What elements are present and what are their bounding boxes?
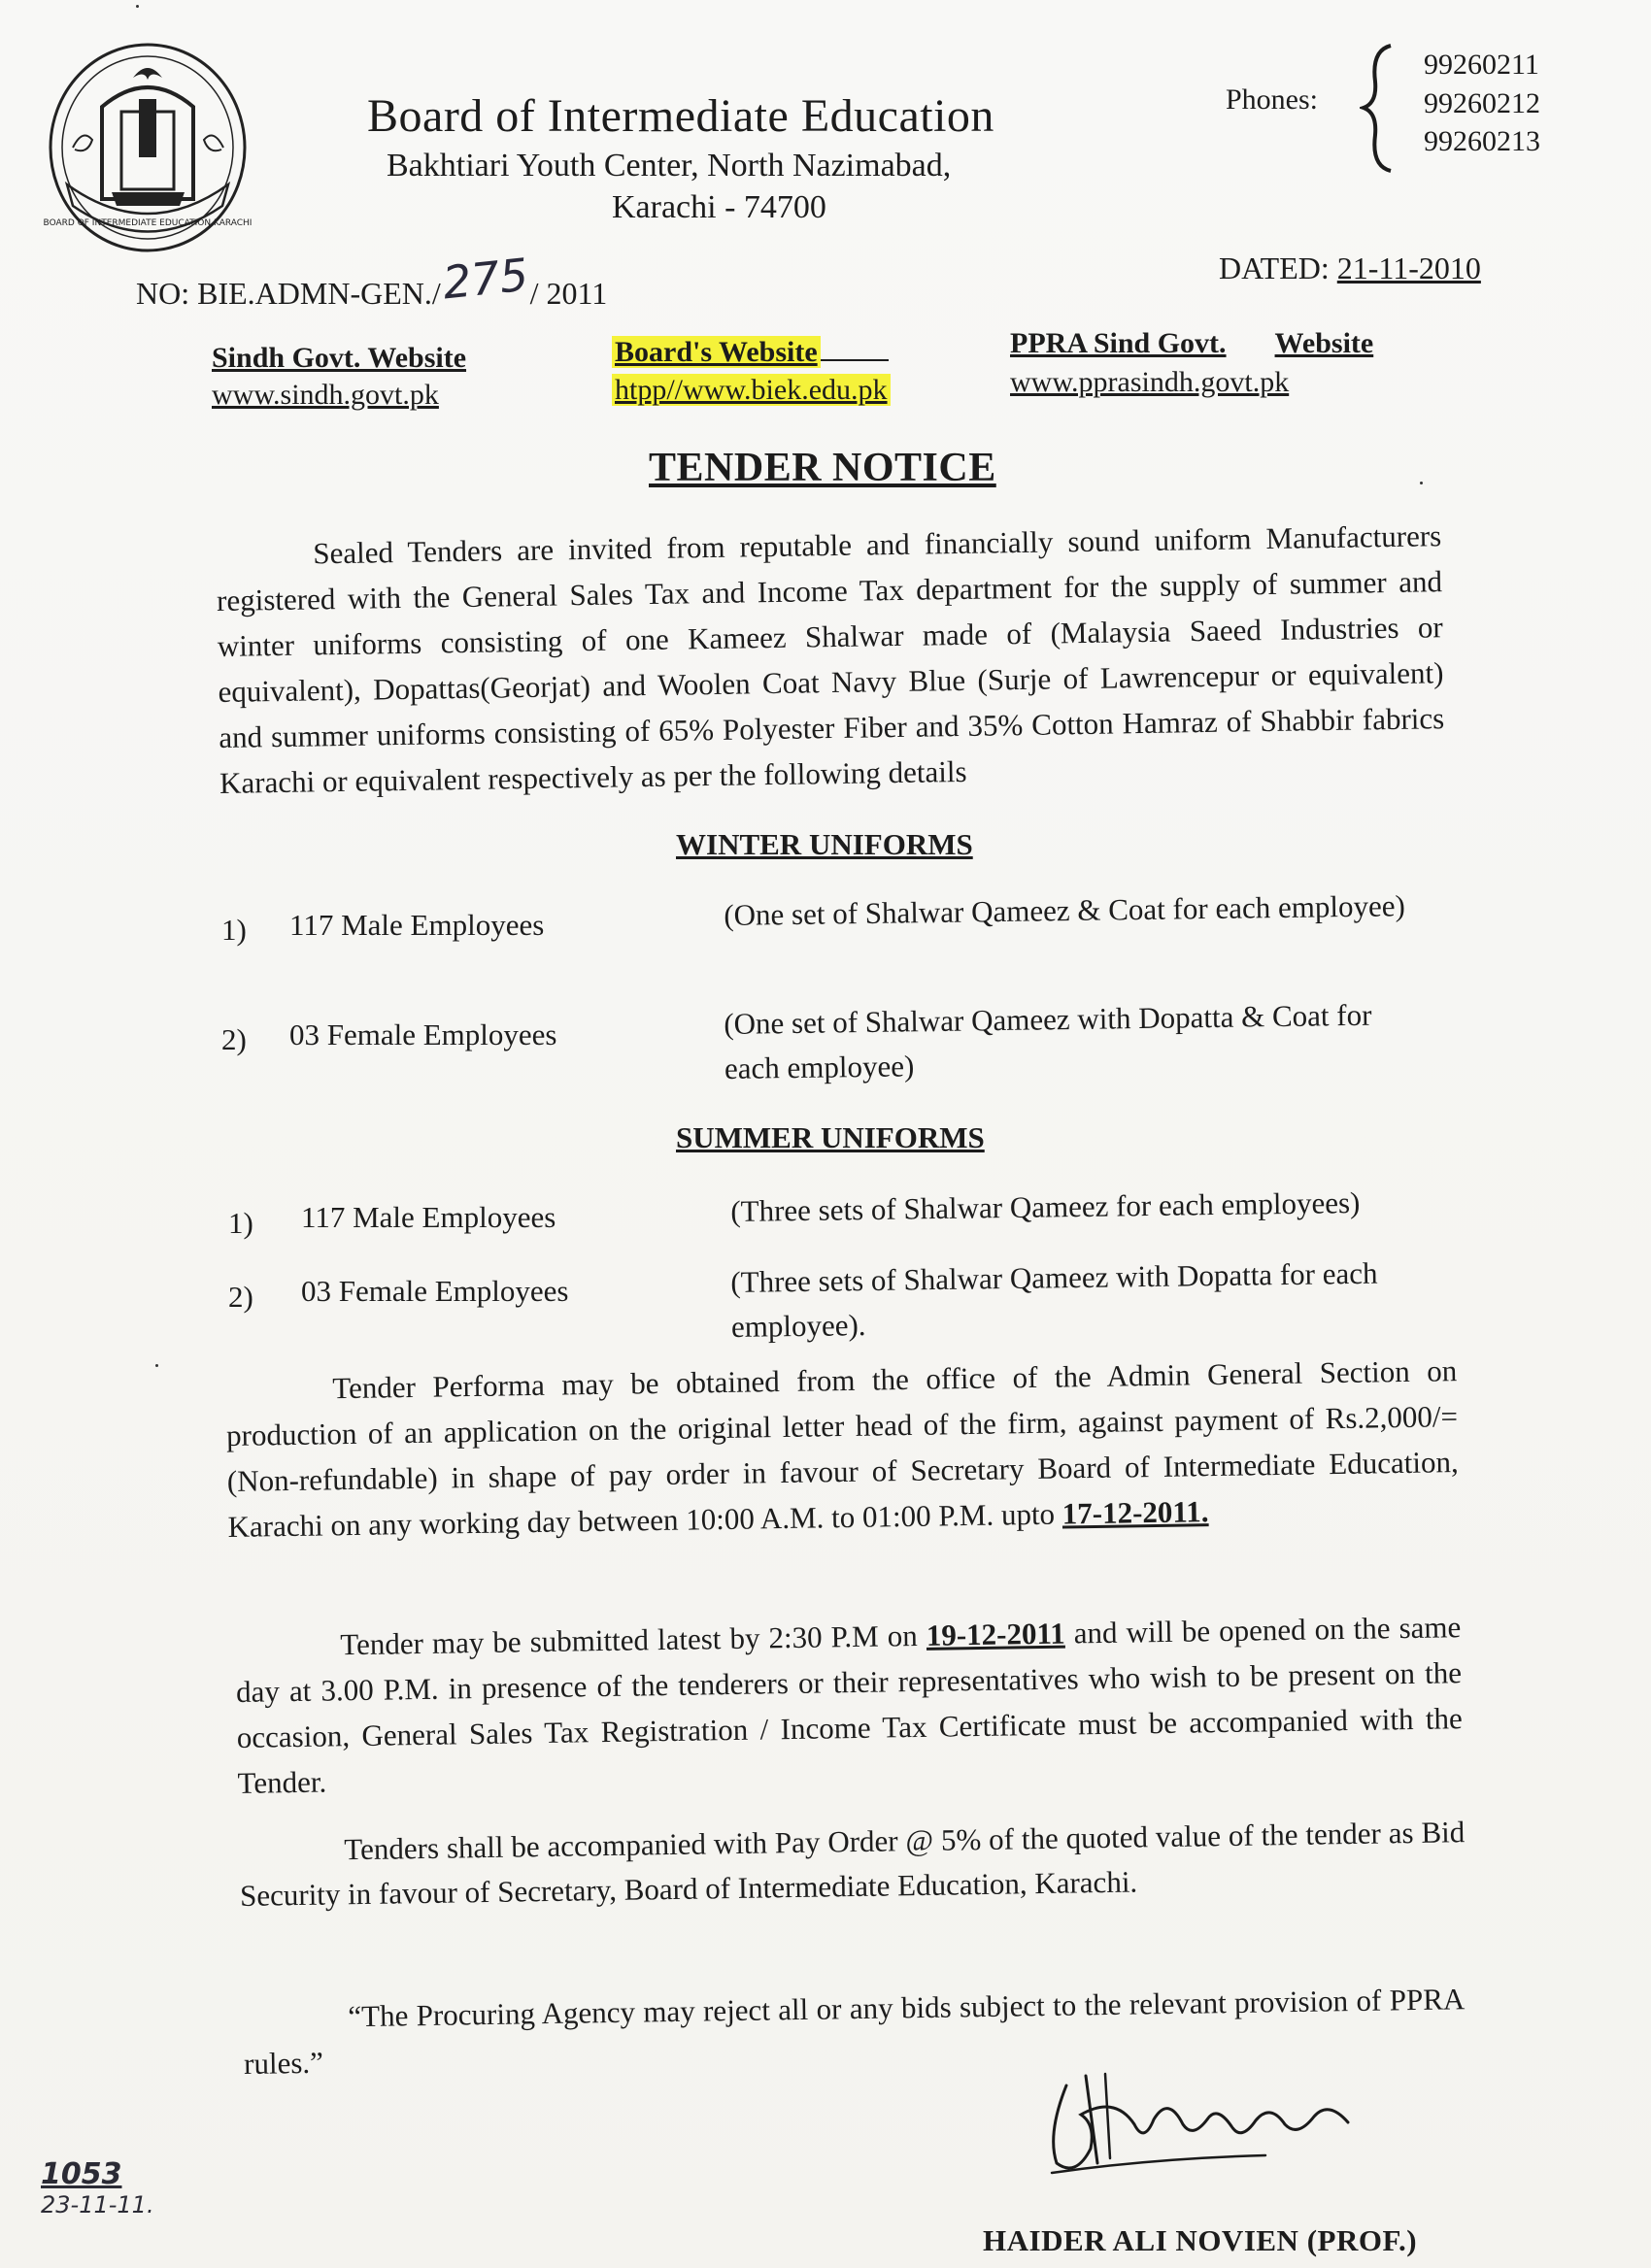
winter-uniforms-heading: WINTER UNIFORMS (676, 827, 973, 861)
scan-speck (136, 5, 139, 8)
address-line-1: Bakhtiari Youth Center, North Nazimabad, (387, 148, 952, 183)
curly-brace-icon (1360, 43, 1398, 174)
pay-order-paragraph: Tenders shall be accompanied with Pay Order @ 5% of the quoted value of the tender as Bid Security in favour of Secretary, Board of Intermediate Education, Karachi. (239, 1815, 1466, 1913)
dated (1219, 250, 1481, 286)
ref-prefix: NO: BIE.ADMN-GEN./ (136, 276, 441, 311)
summer-item-1-who: 117 Male Employees (301, 1200, 556, 1234)
submission-before: Tender may be submitted latest by 2:30 P.M on (340, 1618, 919, 1662)
phones-label: Phones: (1226, 83, 1319, 116)
summer-item-1-num: 1) (228, 1206, 253, 1240)
dated-label: DATED: (1219, 250, 1330, 285)
summer-item-2-num: 2) (228, 1280, 253, 1314)
website-title-ppra-b: Website (1274, 327, 1374, 359)
website-url-ppra[interactable]: www.pprasindh.govt.pk (1010, 366, 1290, 398)
submission-after: and will be opened on the same day at 3.00 P.M. in presence of the tenderers or their representatives who wish to be present on the occasion, General Sales Tax Registration / Income Tax Certificate must be accompanied with the Tender. (235, 1610, 1463, 1800)
winter-item-1-who: 117 Male Employees (289, 908, 545, 942)
summer-item-1-desc: (Three sets of Shalwar Qameez for each employees) (730, 1184, 1361, 1228)
board-seal-logo (44, 39, 253, 257)
summer-uniforms-heading: SUMMER UNIFORMS (676, 1120, 985, 1154)
winter-item-1-num: 1) (221, 913, 247, 947)
winter-item-2-desc: (One set of Shalwar Qameez with Dopatta & Coat for each employee) (724, 997, 1372, 1085)
intro-paragraph: Sealed Tenders are invited from reputable and financially sound uniform Manufacturers registered with the General Sales Tax and Income Tax department for the supply of summer and winter uniforms consisting of one Kameez Shalwar made of (Malaysia Saeed Industries or equivalent), Dopattas(Georjat) and Woolen Coat Navy Blue (Surje of Lawrencepur or equivalent) and summer uniforms consisting of 65% Polyester Fiber and 35% Cotton Hamraz of Shabbir fabrics Karachi or equivalent respectively as per the following details (216, 518, 1445, 800)
phone-number-1: 99260211 (1424, 49, 1539, 81)
scan-speck (1420, 482, 1423, 484)
submission-date: 19-12-2011 (926, 1616, 1065, 1652)
notice-title: TENDER NOTICE (649, 446, 996, 490)
website-url-board[interactable] (612, 374, 891, 407)
handwritten-note (41, 2157, 154, 2218)
website-title-sindh: Sindh Govt. Website (212, 342, 467, 374)
performa-date: 17-12-2011. (1061, 1494, 1209, 1531)
address-line-2: Karachi - 74700 (612, 189, 826, 225)
performa-paragraph (225, 1348, 1460, 1550)
summer-item-2-desc: (Three sets of Shalwar Qameez with Dopatta for each employee). (730, 1255, 1378, 1344)
summer-item-2-who: 03 Female Employees (301, 1274, 569, 1308)
scan-speck (155, 1364, 158, 1367)
performa-text: Tender Performa may be obtained from the office of the Admin General Section on production of an application on the original letter head of the firm, against payment of Rs.2,000/= (Non-refundable) in shape of pay order in favour of Secretary Board of Intermediate Education, Karachi on any working day between 10:00 A.M. to 01:00 P.M. upto (225, 1353, 1459, 1544)
dated-value: 21-11-2010 (1336, 250, 1481, 285)
signer-name: HAIDER ALI NOVIEN (PROF.) (983, 2223, 1418, 2257)
ref-handwritten-number: 275 (440, 248, 531, 310)
ppra-quote-paragraph: “The Procuring Agency may reject all or any bids subject to the relevant provision of PPRA rules.” (243, 1982, 1466, 2081)
org-name: Board of Intermediate Education (367, 90, 994, 142)
website-title-ppra-a: PPRA Sind Govt. (1010, 327, 1227, 359)
handwritten-note-number: 1053 (41, 2157, 122, 2191)
winter-item-1-desc: (One set of Shalwar Qameez & Coat for each employee) (724, 888, 1406, 932)
submission-paragraph (235, 1604, 1464, 1806)
ref-suffix: / 2011 (529, 276, 608, 311)
underline-rule (821, 359, 889, 361)
website-title-board (612, 336, 889, 369)
website-title-ppra (1010, 327, 1373, 360)
reference-number (136, 248, 608, 315)
svg-text:BOARD OF INTERMEDIATE EDUCATIO: BOARD OF INTERMEDIATE EDUCATION KARACHI (44, 218, 253, 228)
phone-number-3: 99260213 (1424, 125, 1540, 157)
website-title-board-text: Board's Website (612, 336, 821, 368)
signature (1037, 2066, 1387, 2183)
handwritten-note-date: 23-11-11. (41, 2191, 154, 2218)
website-url-sindh[interactable]: www.sindh.govt.pk (212, 379, 439, 411)
website-url-board-text: htpp//www.biek.edu.pk (612, 374, 891, 406)
winter-item-2-who: 03 Female Employees (289, 1017, 557, 1051)
winter-item-2-num: 2) (221, 1022, 247, 1056)
phone-number-2: 99260212 (1424, 87, 1540, 119)
